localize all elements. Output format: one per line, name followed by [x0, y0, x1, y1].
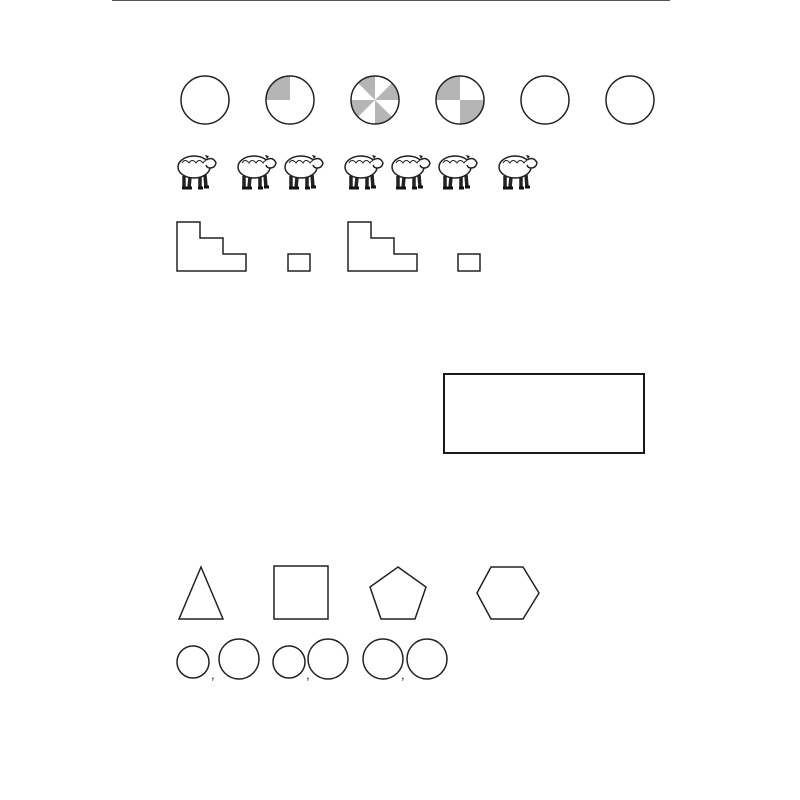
sheep-image [345, 155, 383, 188]
coin-20c [308, 639, 348, 679]
svg-text:,: , [401, 667, 405, 682]
hexagon-shape [477, 567, 539, 619]
q3b-coins [177, 639, 447, 679]
q1b-sheep-row [178, 155, 537, 188]
svg-text:,: , [211, 667, 215, 682]
q1a-circle-5 [521, 76, 569, 124]
q1a-circle-3 [351, 76, 399, 124]
three-steps-shape [177, 222, 246, 271]
sheep-image [285, 155, 323, 188]
q1a-circle-4 [436, 76, 484, 124]
coin-10c [273, 646, 305, 678]
coin-10c [177, 646, 209, 678]
triangle-shape [179, 567, 223, 619]
q1a-circle-6 [606, 76, 654, 124]
q1a-circles [181, 76, 654, 124]
coin-20c [407, 639, 447, 679]
q1a-circle-1 [181, 76, 229, 124]
one-step-shape [288, 254, 310, 271]
sheep-image [499, 155, 537, 188]
q3a-shapes [179, 566, 539, 619]
one-step-shape [458, 254, 480, 271]
q1c-steps [177, 222, 480, 271]
three-steps-shape [348, 222, 417, 271]
sheep-image [238, 155, 276, 188]
pentagon-shape [370, 567, 426, 619]
q1a-circle-2 [266, 76, 314, 124]
sheep-image [392, 155, 430, 188]
square-shape [274, 566, 328, 619]
svg-text:,: , [306, 667, 310, 682]
sheep-image [439, 155, 477, 188]
coin-20c [363, 639, 403, 679]
coin-20c [219, 639, 259, 679]
sheep-image [178, 155, 216, 188]
